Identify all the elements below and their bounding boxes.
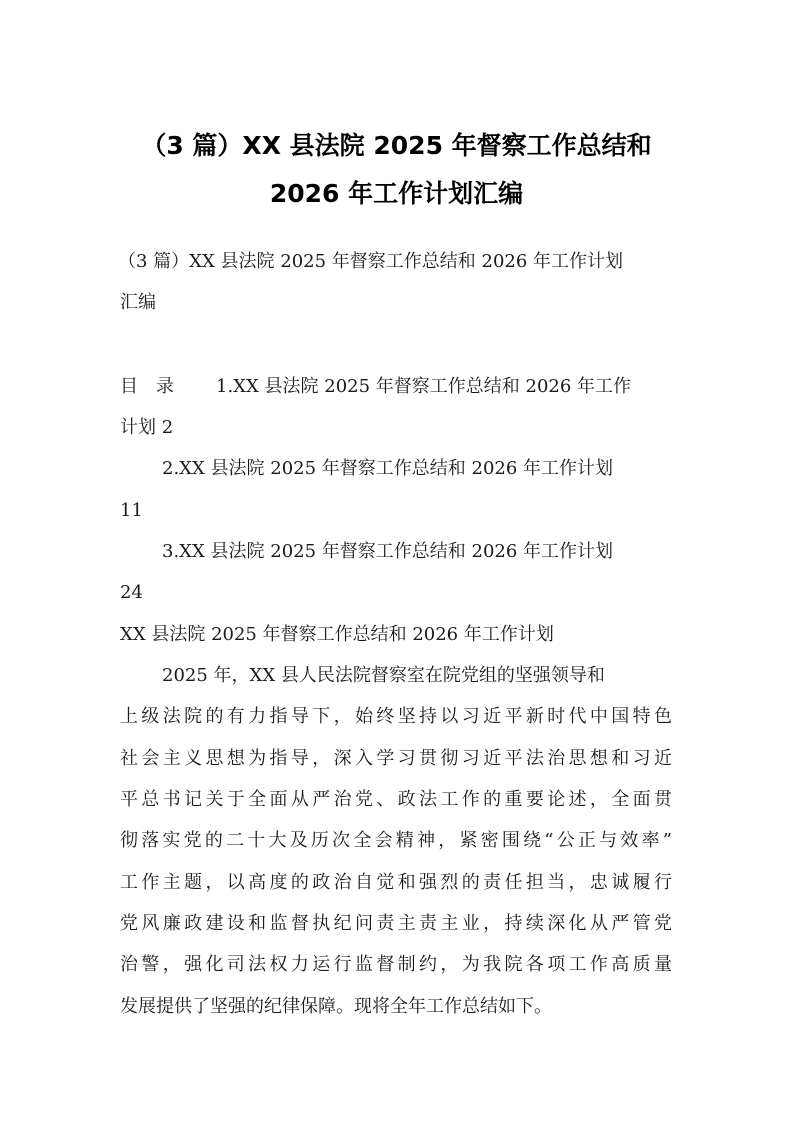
document-title-line-2: 2026 年工作计划汇编 [269,179,524,208]
body-paragraph-line: 彻落实党的二十大及历次全会精神，紧密围绕“公正与效率” [120,830,672,851]
body-paragraph-line: 党风廉政建设和监督执纪问责主责主业，持续深化从严管党 [120,913,672,934]
body-paragraph-line: 平总书记关于全面从严治党、政法工作的重要论述，全面贯 [120,789,672,810]
document-title-line-1: （3 篇）XX 县法院 2025 年督察工作总结和 [141,131,652,160]
section-heading: XX 县法院 2025 年督察工作总结和 2026 年工作计划 [120,624,554,645]
subtitle-line-2: 汇编 [120,292,156,313]
subtitle-line-1: （3 篇）XX 县法院 2025 年督察工作总结和 2026 年工作计划 [118,251,624,272]
body-paragraph-line: 治警，强化司法权力运行监督制约，为我院各项工作高质量 [120,954,672,975]
body-paragraph-line: 上级法院的有力指导下，始终坚持以习近平新时代中国特色 [120,706,672,727]
body-paragraph-line: 社会主义思想为指导，深入学习贯彻习近平法治思想和习近 [120,748,672,769]
body-paragraph-line: 2025 年，XX 县人民法院督察室在院党组的坚强领导和 [162,665,605,686]
body-paragraph-line: 工作主题，以高度的政治自觉和强烈的责任担当，忠诚履行 [120,872,672,893]
body-paragraph-line: 发展提供了坚强的纪律保障。现将全年工作总结如下。 [120,996,552,1017]
toc-item-2-line-2: 11 [120,500,143,521]
toc-label: 目 录 [120,376,174,397]
toc-item-2-line-1: 2.XX 县法院 2025 年督察工作总结和 2026 年工作计划 [162,458,614,479]
toc-item-1-line-1: 1.XX 县法院 2025 年督察工作总结和 2026 年工作 [216,376,632,397]
toc-item-3-line-1: 3.XX 县法院 2025 年督察工作总结和 2026 年工作计划 [162,541,614,562]
toc-item-1-line-2: 计划 2 [120,417,174,438]
toc-item-3-line-2: 24 [120,582,143,603]
